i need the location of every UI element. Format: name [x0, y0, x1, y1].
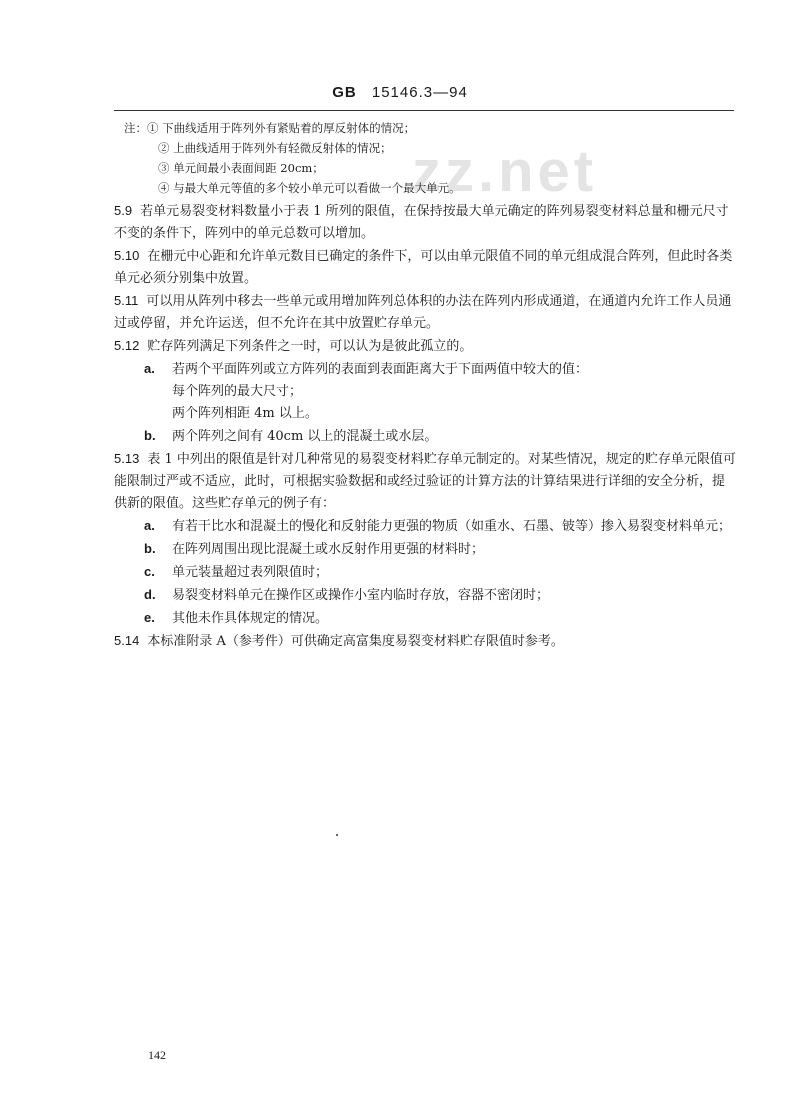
note-line: ④ 与最大单元等值的多个较小单元可以看做一个最大单元。 — [158, 181, 461, 195]
section-number: 5.10 — [114, 248, 140, 263]
section-5-9 — [114, 200, 736, 245]
list-text: 单元装量超过表列限值时； — [172, 565, 329, 580]
section-text: 若单元易裂变材料数量小于表 1 所列的限值，在保持按最大单元确定的阵列易裂变材料总量和栅元尺寸不变的条件下，阵列中的单元总数可以增加。 — [114, 204, 729, 241]
watermark-logo: zz.net — [412, 139, 598, 204]
section-number: 5.14 — [114, 633, 140, 648]
section-5-10 — [114, 245, 736, 290]
section-5-11 — [114, 290, 736, 335]
page-number: 142 — [148, 1048, 166, 1062]
section-5-14 — [114, 630, 736, 653]
section-text: 贮存阵列满足下列条件之一时，可以认为是彼此孤立的。 — [147, 339, 473, 354]
list-marker: d. — [144, 587, 156, 602]
note-line: ② 上曲线适用于阵列外有轻微反射体的情况； — [158, 141, 392, 155]
list-marker: b. — [144, 541, 156, 556]
section-text: 表 1 中列出的限值是针对几种常见的易裂变材料贮存单元制定的。对某些情况，规定的贮存单元限值可能限制过严或不适应，此时，可根据实验数据和或经过验证的计算方法的计算结果进行详细的安全分析，提供新的限值。这些贮存单元的例子有： — [114, 452, 736, 511]
list-item — [114, 515, 736, 538]
list-item — [114, 607, 736, 630]
list-text: 易裂变材料单元在操作区或操作小室内临时存放，容器不密闭时； — [172, 588, 550, 603]
note-line: ③ 单元间最小表面间距 20cm； — [158, 161, 324, 175]
section-number: 5.11 — [114, 293, 139, 308]
standard-prefix: GB — [332, 84, 357, 101]
list-text: 若两个平面阵列或立方阵列的表面到表面距离大于下面两值中较大的值： — [172, 362, 589, 377]
list-marker: a. — [144, 361, 155, 376]
section-number: 5.12 — [114, 338, 140, 353]
list-marker: b. — [144, 428, 156, 443]
list-marker: e. — [144, 610, 155, 625]
list-text: 在阵列周围出现比混凝土或水反射作用更强的材料时； — [172, 542, 485, 557]
section-5-12 — [114, 335, 736, 358]
document-body — [114, 118, 736, 653]
list-marker: a. — [144, 518, 155, 533]
section-text: 可以用从阵列中移去一些单元或用增加阵列总体积的办法在阵列内形成通道，在通道内允许工作人员通过或停留，并允许运送，但不允许在其中放置贮存单元。 — [114, 294, 732, 331]
scan-speck — [336, 834, 338, 836]
list-item — [114, 425, 736, 448]
list-item — [114, 358, 736, 381]
page-header — [0, 84, 800, 101]
list-continuation: 每个阵列的最大尺寸； — [172, 384, 303, 399]
list-item — [114, 561, 736, 584]
standard-number: 15146.3—94 — [371, 84, 468, 101]
section-text: 在栅元中心距和允许单元数目已确定的条件下，可以由单元限值不同的单元组成混合阵列，但此时各类单元必须分别集中放置。 — [114, 249, 733, 286]
list-item — [114, 538, 736, 561]
header-rule — [114, 110, 734, 111]
figure-notes — [114, 118, 736, 198]
list-marker: c. — [144, 564, 155, 579]
section-number: 5.13 — [114, 451, 140, 466]
section-5-13 — [114, 448, 736, 515]
list-continuation: 两个阵列相距 4m 以上。 — [172, 406, 318, 421]
list-text: 有若干比水和混凝土的慢化和反射能力更强的物质（如重水、石墨、铍等）掺入易裂变材料单元； — [172, 519, 732, 534]
section-number: 5.9 — [114, 203, 133, 218]
list-text: 两个阵列之间有 40cm 以上的混凝土或水层。 — [172, 429, 438, 444]
note-line: 注：① 下曲线适用于阵列外有紧贴着的厚反射体的情况； — [124, 121, 416, 135]
list-text: 其他未作具体规定的情况。 — [172, 611, 329, 626]
section-text: 本标准附录 A（参考件）可供确定高富集度易裂变材料贮存限值时参考。 — [147, 634, 564, 649]
list-item — [114, 584, 736, 607]
